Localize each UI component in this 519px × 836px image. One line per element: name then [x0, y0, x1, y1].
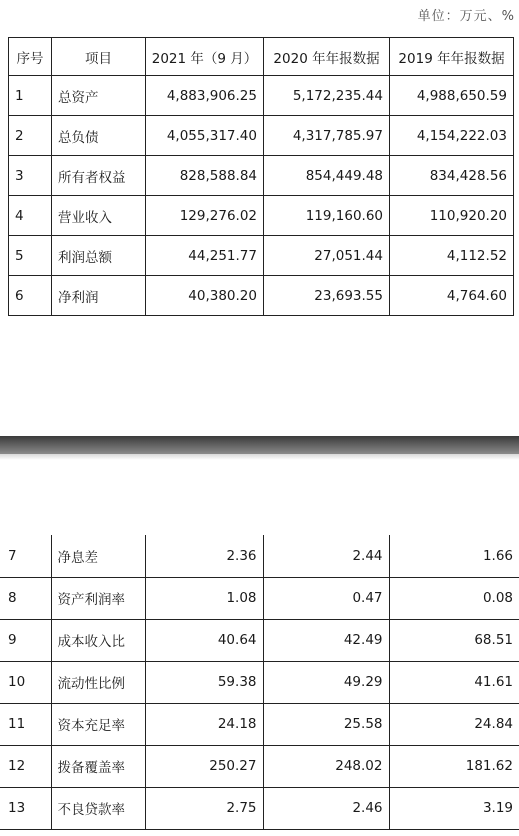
- row-item: 成本收入比: [51, 619, 145, 661]
- table-row: [9, 196, 514, 236]
- header-2019: 2019 年年报数据: [390, 38, 514, 76]
- value-2021: 40.64: [145, 619, 263, 661]
- header-2020: 2020 年年报数据: [264, 38, 390, 76]
- row-item: 净息差: [51, 535, 145, 577]
- page-divider-shadow: [0, 454, 519, 460]
- table-row: [0, 745, 519, 787]
- value-2021: 59.38: [145, 661, 263, 703]
- row-item: 所有者权益: [52, 156, 146, 196]
- value-2019: 0.08: [389, 577, 519, 619]
- table-row: [0, 619, 519, 661]
- row-seq: 11: [0, 703, 51, 745]
- value-2020: 25.58: [263, 703, 389, 745]
- table-body-bottom: [0, 535, 519, 829]
- table-row: [9, 276, 514, 316]
- table-row: [0, 787, 519, 829]
- row-seq: 6: [9, 276, 52, 316]
- value-2019: 4,988,650.59: [390, 76, 514, 116]
- row-seq: 1: [9, 76, 52, 116]
- row-seq: 7: [0, 535, 51, 577]
- value-2021: 40,380.20: [146, 276, 264, 316]
- value-2020: 248.02: [263, 745, 389, 787]
- value-2021: 4,883,906.25: [146, 76, 264, 116]
- value-2019: 68.51: [389, 619, 519, 661]
- row-item: 拨备覆盖率: [51, 745, 145, 787]
- row-seq: 8: [0, 577, 51, 619]
- value-2020: 42.49: [263, 619, 389, 661]
- value-2019: 110,920.20: [390, 196, 514, 236]
- value-2019: 24.84: [389, 703, 519, 745]
- value-2019: 1.66: [389, 535, 519, 577]
- value-2019: 4,154,222.03: [390, 116, 514, 156]
- value-2020: 23,693.55: [264, 276, 390, 316]
- value-2020: 2.46: [263, 787, 389, 829]
- financial-table-bottom: [0, 535, 519, 830]
- financial-table-top: [8, 37, 514, 316]
- header-seq: 序号: [9, 38, 52, 76]
- value-2021: 24.18: [145, 703, 263, 745]
- table-row: [9, 156, 514, 196]
- value-2019: 4,112.52: [390, 236, 514, 276]
- row-seq: 2: [9, 116, 52, 156]
- row-item: 总负债: [52, 116, 146, 156]
- table-row: [9, 236, 514, 276]
- table-row: [0, 661, 519, 703]
- value-2019: 4,764.60: [390, 276, 514, 316]
- table-body-top: [9, 76, 514, 316]
- row-item: 资产利润率: [51, 577, 145, 619]
- value-2020: 0.47: [263, 577, 389, 619]
- value-2020: 49.29: [263, 661, 389, 703]
- row-item: 不良贷款率: [51, 787, 145, 829]
- value-2020: 119,160.60: [264, 196, 390, 236]
- row-item: 营业收入: [52, 196, 146, 236]
- header-item: 项目: [52, 38, 146, 76]
- value-2021: 250.27: [145, 745, 263, 787]
- value-2020: 854,449.48: [264, 156, 390, 196]
- row-seq: 5: [9, 236, 52, 276]
- row-seq: 4: [9, 196, 52, 236]
- table-row: [0, 535, 519, 577]
- unit-label: 单位：万元、%: [417, 9, 515, 24]
- value-2021: 44,251.77: [146, 236, 264, 276]
- value-2021: 1.08: [145, 577, 263, 619]
- value-2021: 129,276.02: [146, 196, 264, 236]
- header-2021: 2021 年（9 月）: [146, 38, 264, 76]
- value-2021: 828,588.84: [146, 156, 264, 196]
- table-row: [9, 116, 514, 156]
- value-2020: 27,051.44: [264, 236, 390, 276]
- row-item: 流动性比例: [51, 661, 145, 703]
- table-header-row: [9, 38, 514, 76]
- value-2020: 5,172,235.44: [264, 76, 390, 116]
- value-2019: 41.61: [389, 661, 519, 703]
- value-2021: 4,055,317.40: [146, 116, 264, 156]
- row-seq: 9: [0, 619, 51, 661]
- value-2020: 2.44: [263, 535, 389, 577]
- table-row: [0, 577, 519, 619]
- value-2019: 834,428.56: [390, 156, 514, 196]
- row-seq: 12: [0, 745, 51, 787]
- table-row: [9, 76, 514, 116]
- value-2019: 181.62: [389, 745, 519, 787]
- row-seq: 13: [0, 787, 51, 829]
- row-item: 利润总额: [52, 236, 146, 276]
- table-row: [0, 703, 519, 745]
- value-2021: 2.36: [145, 535, 263, 577]
- value-2021: 2.75: [145, 787, 263, 829]
- page-divider-bar: [0, 436, 519, 454]
- value-2019: 3.19: [389, 787, 519, 829]
- row-item: 资本充足率: [51, 703, 145, 745]
- value-2020: 4,317,785.97: [264, 116, 390, 156]
- row-seq: 10: [0, 661, 51, 703]
- row-item: 净利润: [52, 276, 146, 316]
- row-seq: 3: [9, 156, 52, 196]
- row-item: 总资产: [52, 76, 146, 116]
